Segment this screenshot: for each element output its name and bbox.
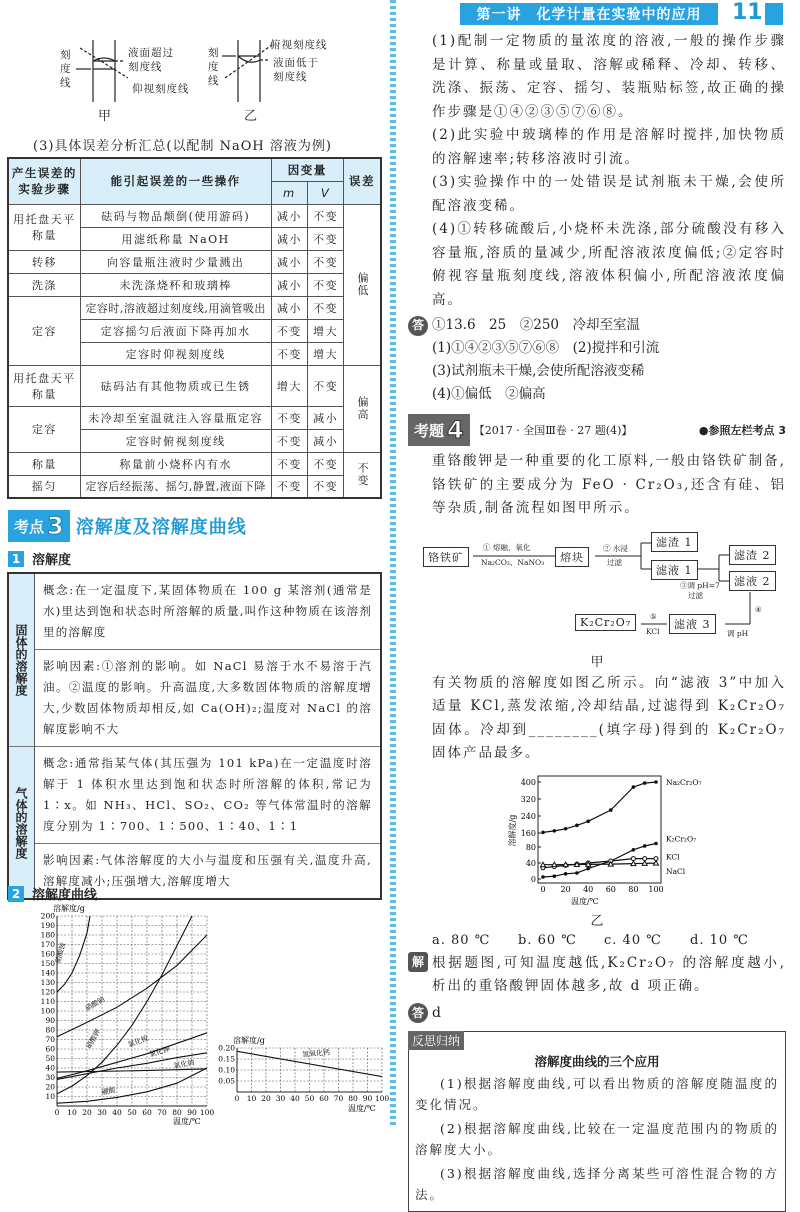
- data-point: [541, 830, 545, 834]
- series-label: NaCl: [666, 866, 686, 876]
- error-cell: 不变: [343, 452, 381, 498]
- series-label: 氯化铵: [126, 1034, 150, 1049]
- section-number: 2: [8, 886, 24, 902]
- y-tick-label: 90: [45, 1016, 55, 1025]
- data-point: [553, 874, 557, 878]
- solid-solubility-label: 固体的溶解度: [9, 574, 35, 747]
- diagram-yi: [222, 40, 272, 102]
- data-point: [575, 823, 579, 827]
- flow-step3-top: ③调 pH=7: [680, 580, 720, 590]
- option-a: a. 80 ℃: [432, 932, 491, 948]
- step-cell: 用托盘天平称量: [8, 365, 80, 406]
- data-point: [541, 862, 546, 867]
- table-row: [8, 365, 381, 406]
- kaodian-title: 溶解度及溶解度曲线: [75, 517, 247, 538]
- section-number: 1: [8, 551, 24, 567]
- x-tick-label: 70: [333, 1094, 344, 1103]
- y-tick-label: 70: [45, 1035, 55, 1044]
- x-tick-label: 60: [319, 1094, 329, 1103]
- table-caption: (3)具体误差分析汇总(以配制 NaOH 溶液为例): [33, 139, 332, 154]
- m-cell: 不变: [271, 319, 308, 342]
- error-analysis-table: [7, 157, 382, 499]
- x-tick-label: 40: [112, 1108, 122, 1117]
- data-point: [563, 862, 568, 867]
- flask-reading-diagrams: [0, 0, 390, 120]
- gas-concept: 概念:通常指某气体(其压强为 101 kPa)在一定温度时溶解于 1 体积水里达到饱和状态时所溶解的体积,常记为1∶x。如 NH₃、HCl、SO₂、CO₂ 等气体常温时的溶解度分别为 1∶700、1∶500、1∶40、1∶1: [35, 747, 380, 844]
- y-tick-label: 100: [40, 1006, 55, 1016]
- y-axis-label: 溶解度/g: [53, 904, 85, 913]
- x-tick-label: 60: [605, 884, 616, 894]
- y-tick-label: 180: [40, 930, 55, 940]
- x-tick-label: 50: [304, 1094, 315, 1103]
- kaodian3-banner: [8, 510, 247, 542]
- table-row: [8, 452, 381, 475]
- v-cell: 不变: [308, 296, 344, 319]
- series-label: K₂Cr₂O₇: [666, 834, 697, 843]
- x-tick-label: 40: [290, 1094, 300, 1103]
- flow-step4-top: ④: [755, 604, 762, 614]
- right-column: [408, 30, 786, 1212]
- flow-filtrate1: 滤液 1: [651, 560, 698, 580]
- y-tick-label: 0.20: [218, 1043, 235, 1053]
- m-cell: 减小: [271, 204, 308, 227]
- flow-product: K₂Cr₂O₇: [575, 614, 636, 631]
- solution-icon: 解: [408, 952, 428, 972]
- y-tick-label: 140: [40, 968, 55, 978]
- flow-caption: 甲: [590, 654, 604, 670]
- x-tick-label: 10: [246, 1094, 257, 1103]
- y-tick-label: 0.15: [218, 1054, 235, 1064]
- data-point: [541, 875, 545, 879]
- answer-line: (4)①偏低 ②偏高: [432, 386, 546, 402]
- x-tick-label: 70: [157, 1108, 167, 1117]
- x-tick-label: 30: [275, 1094, 286, 1103]
- option-c: c. 40 ℃: [604, 932, 662, 948]
- kaoti4-banner: [408, 414, 786, 446]
- x-tick-label: 20: [82, 1108, 92, 1117]
- y-tick-label: 200: [40, 911, 55, 921]
- data-point: [631, 856, 635, 860]
- kaoti-label: 考题: [414, 421, 445, 440]
- gas-solubility-label: 气体的溶解度: [9, 747, 35, 898]
- header-v: V: [308, 181, 344, 204]
- table-row: [8, 296, 381, 319]
- y-tick-label: 80: [525, 842, 536, 852]
- kaodian-badge: [8, 510, 70, 542]
- m-cell: 减小: [271, 227, 308, 250]
- v-cell: 不变: [308, 475, 344, 498]
- table-row: [8, 250, 381, 273]
- kaoti-question: 有关物质的溶解度如图乙所示。向“滤液 3”中加入适量 KCl,蒸发浓缩,冷却结晶,过滤得到 K₂Cr₂O₇ 固体。冷却到________(填字母)得到的 K₂Cr₂O₇ 固体产品最多。: [432, 674, 786, 761]
- flow-residue1: 滤渣 1: [651, 532, 698, 552]
- data-point: [654, 841, 658, 845]
- flow-step3-bottom: 过滤: [688, 590, 703, 600]
- data-point: [632, 848, 636, 852]
- answer-line: ①13.6 25 ②250 冷却至室温: [432, 317, 641, 333]
- x-tick-label: 30: [97, 1108, 107, 1117]
- x-axis-label: 温度/℃: [173, 1117, 201, 1125]
- kaodian-label: 考点: [14, 517, 45, 536]
- jia-over-label: 液面超过刻度线: [128, 47, 174, 73]
- m-cell: 不变: [271, 406, 308, 429]
- data-point: [642, 860, 647, 865]
- y-tick-label: 160: [40, 949, 55, 959]
- m-cell: 减小: [271, 273, 308, 296]
- solution-text: 根据题图,可知温度越低,K₂Cr₂O₇ 的溶解度越小,析出的重铬酸钾固体越多,故 d 项正确。: [432, 954, 786, 994]
- reflection-item: (3)根据溶解度曲线,选择分离某些可溶性混合物的方法。: [415, 1165, 779, 1202]
- page-tab: [765, 3, 783, 25]
- flow-filtrate3: 滤液 3: [669, 614, 716, 634]
- analysis-p1: (1)配制一定物质的量浓度的溶液,一般的操作步骤是计算、称量或量取、溶解或稀释、冷却、转移、洗涤、振荡、定容、摇匀、装瓶贴标签,故正确的操作步骤是①④②③⑤⑦⑥⑧。: [432, 33, 786, 120]
- table-row: [8, 475, 381, 498]
- v-cell: 增大: [308, 342, 344, 365]
- y-tick-label: 80: [45, 1025, 55, 1035]
- y-tick-label: 60: [45, 1044, 55, 1054]
- series-label: 氯化钾: [148, 1045, 171, 1059]
- v-cell: 不变: [308, 250, 344, 273]
- analysis-text: [408, 30, 786, 312]
- answer-line: (3)试剂瓶未干燥,会使所配溶液变稀: [432, 363, 645, 379]
- kaoti-answer: [408, 1003, 786, 1023]
- v-cell: 不变: [308, 452, 344, 475]
- data-point: [586, 819, 590, 823]
- x-tick-label: 100: [199, 1108, 215, 1117]
- series-label: Na₂Cr₂O₇: [666, 777, 702, 787]
- step-cell: 用托盘天平称量: [8, 204, 80, 250]
- y-tick-label: 190: [40, 921, 55, 930]
- flow-step2-top: ② 水浸: [603, 543, 628, 553]
- data-point: [553, 829, 557, 833]
- flow-step1-top: ① 熔融、氧化: [483, 542, 531, 552]
- op-cell: 砝码与物品颠倒(使用游码): [80, 204, 271, 227]
- jia-caption: 甲: [98, 109, 112, 124]
- section1-heading: [8, 549, 71, 568]
- step-cell: 定容: [8, 406, 80, 452]
- flow-step1-bottom: Na₂CO₃、NaNO₃: [481, 557, 545, 567]
- op-cell: 称量前小烧杯内有水: [80, 452, 271, 475]
- x-tick-label: 0: [234, 1094, 240, 1103]
- solubility-box: [7, 572, 382, 900]
- yi-scale-label: 刻度线: [208, 47, 220, 87]
- x-tick-label: 90: [187, 1108, 197, 1117]
- v-cell: 减小: [308, 429, 344, 452]
- op-cell: 未冷却至室温就注入容量瓶定容: [80, 406, 271, 429]
- x-tick-label: 0: [54, 1108, 60, 1117]
- x-axis-label: 温度/℃: [571, 896, 599, 906]
- data-point: [575, 871, 579, 875]
- series-line: [543, 863, 656, 865]
- y-tick-label: 0.05: [218, 1076, 235, 1086]
- v-cell: 减小: [308, 406, 344, 429]
- op-cell: 未洗涤烧杯和玻璃棒: [80, 273, 271, 296]
- flow-filtrate2: 滤液 2: [729, 571, 776, 591]
- x-tick-label: 60: [142, 1108, 152, 1117]
- reflection-box: [408, 1031, 786, 1212]
- option-b: b. 60 ℃: [518, 932, 577, 948]
- y-tick-label: 0: [530, 874, 536, 884]
- data-point: [632, 785, 636, 789]
- x-tick-label: 100: [648, 884, 664, 894]
- v-cell: 不变: [308, 365, 344, 406]
- series-label: 硝酸钠: [84, 995, 107, 1013]
- step-cell: 定容: [8, 296, 80, 365]
- y-tick-label: 130: [40, 978, 55, 987]
- series-label: 硼酸: [100, 1086, 117, 1097]
- x-tick-label: 50: [127, 1108, 137, 1117]
- options-row: [408, 933, 786, 948]
- solubility-curves-chart: [30, 898, 220, 1125]
- series-label: 硝酸钾: [84, 1027, 103, 1050]
- series-label: 氯化钠: [172, 1058, 196, 1070]
- jia-scale-label: 刻度线: [60, 49, 72, 89]
- data-point: [643, 781, 647, 785]
- data-point: [586, 866, 590, 870]
- x-tick-label: 80: [348, 1094, 358, 1103]
- data-point: [552, 862, 557, 867]
- v-cell: 不变: [308, 227, 344, 250]
- reflection-title: 溶解度曲线的三个应用: [534, 1053, 660, 1069]
- x-tick-label: 10: [67, 1108, 77, 1117]
- x-tick-label: 20: [560, 884, 571, 894]
- diagram-jia: [76, 40, 128, 102]
- x-tick-label: 80: [172, 1108, 182, 1117]
- analysis-p4: (4)①转移硫酸后,小烧杯未洗涤,部分硫酸没有移入容量瓶,溶质的量减少,所配溶液浓度偏低;②定容时俯视容量瓶刻度线,溶液体积偏小,所配溶液浓度偏高。: [432, 221, 786, 308]
- x-tick-label: 90: [362, 1094, 373, 1103]
- x-axis-label: 温度/℃: [348, 1104, 376, 1113]
- op-cell: 定容后经振荡、摇匀,静置,液面下降: [80, 475, 271, 498]
- table-row: [8, 273, 381, 296]
- series-label: 氢氧化钙: [301, 1048, 331, 1059]
- flow-step5-bottom: KCl: [646, 626, 660, 636]
- kaodian-number: 3: [47, 512, 64, 540]
- answer-block: [408, 314, 786, 406]
- flow-step4-bottom: 调 pH: [727, 628, 749, 638]
- m-cell: 不变: [271, 429, 308, 452]
- header-error: 误差: [343, 158, 381, 204]
- section-title: 溶解度: [32, 553, 72, 568]
- flow-residue2: 滤渣 2: [729, 545, 776, 565]
- op-cell: 向容量瓶注液时少量溅出: [80, 250, 271, 273]
- header-m: m: [271, 181, 308, 204]
- series-label: KCl: [666, 852, 680, 862]
- m-cell: 减小: [271, 296, 308, 319]
- x-tick-label: 40: [583, 884, 594, 894]
- kaoti-reference[interactable]: ●参照左栏考点 3: [698, 424, 786, 437]
- yi-under-label: 液面低于刻度线: [273, 57, 319, 83]
- option-d: d. 10 ℃: [690, 932, 749, 948]
- m-cell: 减小: [271, 250, 308, 273]
- yi-view-label: 俯视刻度线: [270, 39, 328, 51]
- v-cell: 不变: [308, 204, 344, 227]
- answer-icon: 答: [408, 1003, 428, 1023]
- series-line: [543, 782, 656, 832]
- header-variable: 因变量: [271, 158, 343, 181]
- calcium-hydroxide-chart: [215, 1035, 390, 1125]
- data-point: [609, 808, 613, 812]
- analysis-p2: (2)此实验中玻璃棒的作用是溶解时搅拌,加快物质的溶解速率;转移溶液时引流。: [432, 127, 786, 167]
- chart-yi-caption: 乙: [590, 913, 604, 929]
- header-step: 产生误差的实验步骤: [8, 158, 80, 204]
- op-cell: 定容时,溶液超过刻度线,用滴管吸出: [80, 296, 271, 319]
- m-cell: 增大: [271, 365, 308, 406]
- y-tick-label: 110: [40, 997, 55, 1006]
- data-point: [564, 872, 568, 876]
- process-flow-diagram: [405, 527, 790, 649]
- table-row: [8, 204, 381, 227]
- step-cell: 称量: [8, 452, 80, 475]
- chapter-header: 第一讲 化学计量在实验中的应用: [460, 3, 718, 25]
- x-tick-label: 20: [261, 1094, 271, 1103]
- gas-factor: 影响因素:气体溶解度的大小与温度和压强有关,温度升高,溶解度减小;压强增大,溶解度增大: [43, 853, 372, 888]
- op-cell: 用滤纸称量 NaOH: [80, 227, 271, 250]
- reflection-item: (2)根据溶解度曲线,比较在一定温度范围内的物质的溶解度大小。: [415, 1120, 779, 1157]
- op-cell: 定容摇匀后液面下降再加水: [80, 319, 271, 342]
- y-tick-label: 150: [40, 959, 55, 968]
- page-number: 11: [732, 0, 763, 25]
- flow-step2-bottom: 过滤: [607, 557, 622, 567]
- section-title: 溶解度曲线: [32, 888, 98, 903]
- m-cell: 不变: [271, 452, 308, 475]
- answer-icon: 答: [408, 316, 428, 336]
- reflection-item: (1)根据溶解度曲线,可以看出物质的溶解度随温度的变化情况。: [415, 1075, 779, 1112]
- data-point: [564, 826, 568, 830]
- y-tick-label: 400: [520, 777, 536, 787]
- op-cell: 定容时俯视刻度线: [80, 429, 271, 452]
- step-cell: 摇匀: [8, 475, 80, 498]
- answer-text: d: [432, 1004, 441, 1021]
- analysis-p3: (3)实验操作中的一处错误是试剂瓶未干燥,会使所配溶液变稀。: [432, 174, 786, 214]
- op-cell: 定容时仰视刻度线: [80, 342, 271, 365]
- op-cell: 砝码沾有其他物质或已生锈: [80, 365, 271, 406]
- m-cell: 不变: [271, 342, 308, 365]
- y-axis-label: 溶解度/g: [233, 1036, 265, 1045]
- data-point: [631, 861, 636, 866]
- data-point: [654, 780, 658, 784]
- y-tick-label: 50: [45, 1054, 55, 1063]
- solid-factor: 影响因素:①溶剂的影响。如 NaCl 易溶于水不易溶于汽油。②温度的影响。升高温度,大多数固体物质的溶解度增大,少数固体物质却相反,如 Ca(OH)₂;温度对 NaCl 的溶解度影响不大: [35, 650, 380, 747]
- solid-concept: 概念:在一定温度下,某固体物质在 100 g 某溶剂(通常是水)里达到饱和状态时所溶解的质量,叫作这种物质在该溶剂里的溶解度: [35, 574, 380, 650]
- kaoti-source: 【2017 · 全国Ⅲ卷 · 27 题(4)】: [473, 424, 633, 437]
- step-cell: 转移: [8, 250, 80, 273]
- y-tick-label: 170: [40, 940, 55, 949]
- header-operation: 能引起误差的一些操作: [80, 158, 271, 204]
- data-point: [654, 860, 659, 865]
- x-tick-label: 80: [628, 884, 639, 894]
- solution-block: [408, 952, 786, 999]
- step-cell: 洗涤: [8, 273, 80, 296]
- series-line: [543, 843, 656, 877]
- y-tick-label: 10: [45, 1092, 55, 1101]
- y-tick-label: 30: [45, 1073, 55, 1082]
- x-tick-label: 0: [540, 884, 546, 894]
- x-tick-label: 100: [374, 1094, 390, 1103]
- jia-view-label: 仰视刻度线: [132, 83, 190, 95]
- yi-caption: 乙: [244, 109, 258, 124]
- data-point: [643, 844, 647, 848]
- flow-ore: 铬铁矿: [423, 547, 469, 567]
- y-tick-label: 120: [40, 987, 55, 997]
- flow-melt: 熔块: [555, 547, 589, 567]
- y-tick-label: 240: [520, 811, 536, 821]
- m-cell: 不变: [271, 475, 308, 498]
- series-label: 硝酸铵: [54, 941, 68, 965]
- dichromate-solubility-chart: [508, 768, 713, 908]
- y-tick-label: 320: [520, 794, 536, 804]
- y-tick-label: 0.10: [218, 1065, 235, 1075]
- y-tick-label: 40: [45, 1063, 55, 1073]
- v-cell: 增大: [308, 319, 344, 342]
- y-tick-label: 20: [45, 1082, 55, 1092]
- error-cell: 偏低: [343, 204, 381, 365]
- error-cell: 偏高: [343, 365, 381, 452]
- kaoti-number: 4: [447, 416, 464, 444]
- column-divider: [390, 0, 396, 1125]
- answer-line: (1)①④②③⑤⑦⑥⑧ (2)搅拌和引流: [432, 340, 660, 356]
- v-cell: 不变: [308, 273, 344, 296]
- y-axis-label: 溶解度/g: [508, 814, 517, 846]
- y-tick-label: 160: [520, 828, 536, 838]
- reflection-tag: 反思归纳: [408, 1031, 464, 1050]
- kaoti-intro: 重铬酸钾是一种重要的化工原料,一般由铬铁矿制备,铬铁矿的主要成分为 FeO · Cr₂O₃,还含有硅、铝等杂质,制备流程如图甲所示。: [432, 453, 786, 516]
- y-tick-label: 40: [525, 858, 536, 868]
- flow-step5-top: ⑤: [650, 611, 657, 621]
- table-row: [8, 406, 381, 429]
- kaoti-badge: [408, 414, 470, 446]
